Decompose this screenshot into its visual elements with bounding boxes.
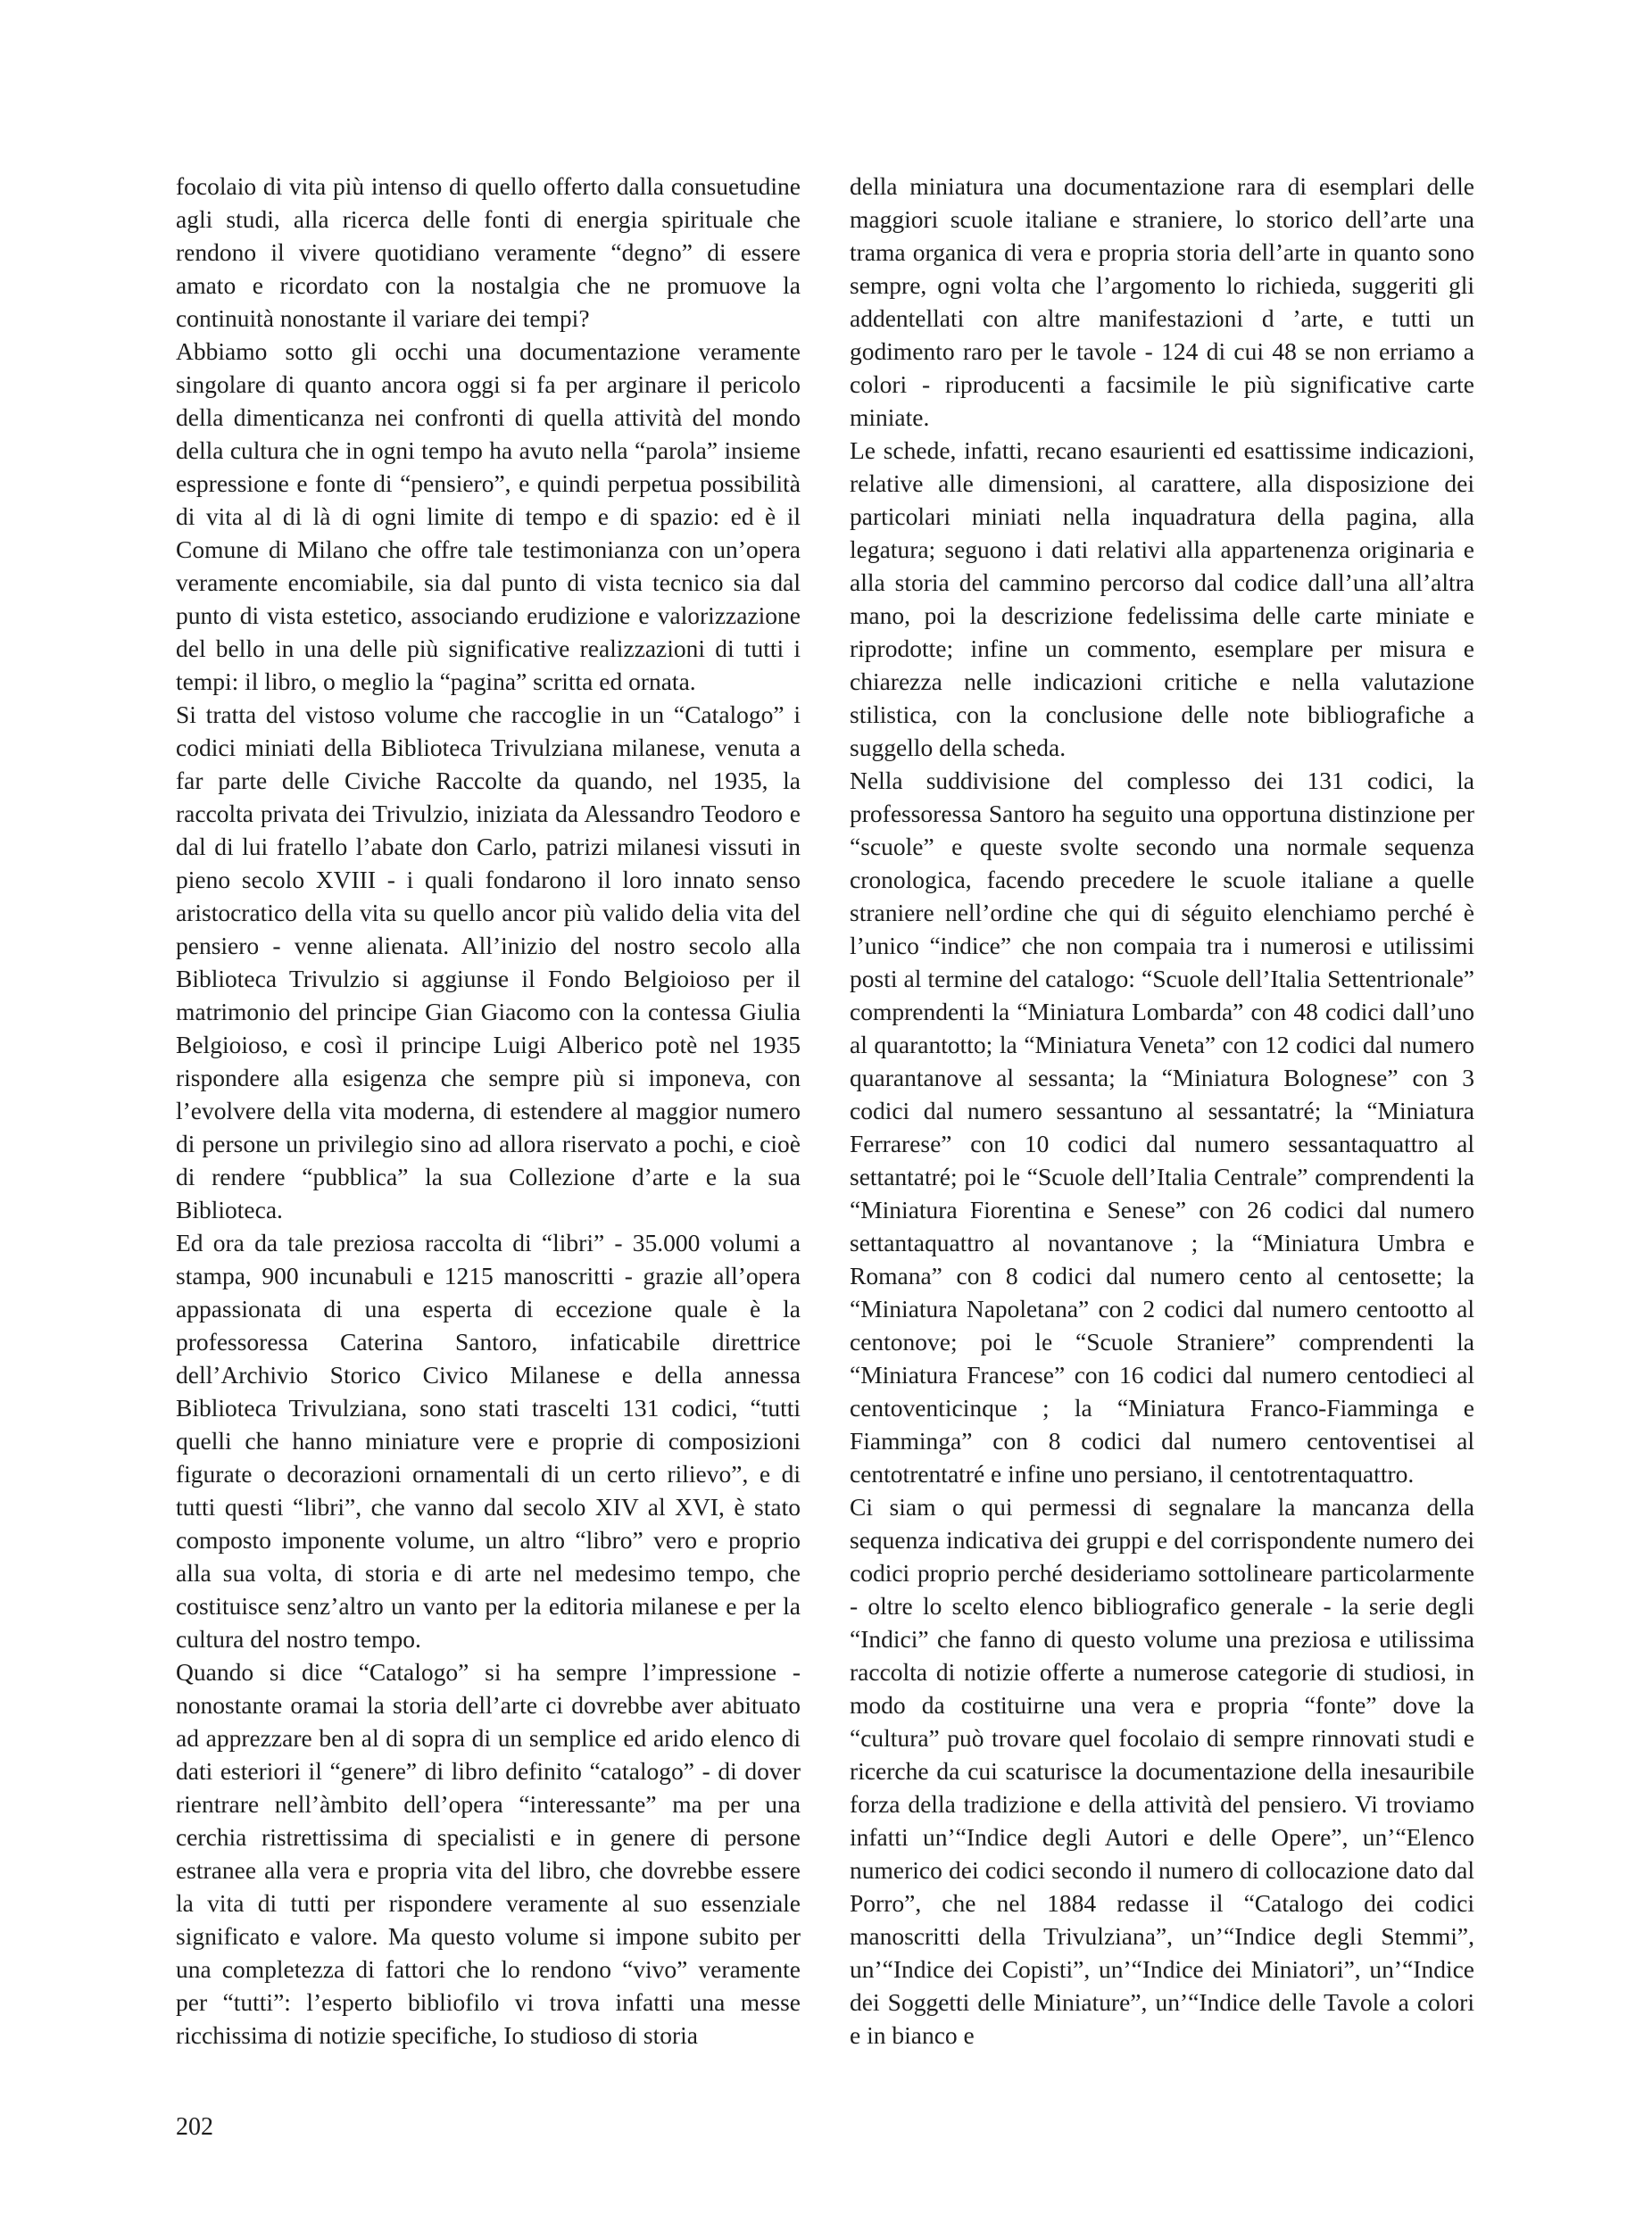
paragraph: Ci siam o qui permessi di segnalare la mancanza della sequenza indicativa dei gruppi e del corrispondente numero dei codici proprio perché desideriamo sottolineare particolarmente - oltre lo scelto elenco bibliografico generale - la serie degli “Indici” che fanno di questo volume una preziosa e utilissima raccolta di notizie offerte a numerose categorie di studiosi, in modo da costituirne una vera e propria “fonte” dove la “cultura” può trovare quel focolaio di sempre rinnovati studi e ricerche da cui scaturisce la documentazione della inesauribile forza della tradizione e della attività del pensiero. Vi troviamo infatti un’“Indice degli Autori e delle Opere”, un’“Elenco numerico dei codici secondo il numero di collocazione dato dal Porro”, che nel 1884 redasse il “Catalogo dei codici manoscritti della Trivulziana”, un’“Indice degli Stemmi”, un’“Indice dei Copisti”, un’“Indice dei Miniatori”, un’“Indice dei Soggetti delle Miniature”, un’“Indice delle Tavole a colori e in bianco e: [850, 1493, 1474, 2049]
paragraph: Quando si dice “Catalogo” si ha sempre l’impressione - nonostante oramai la storia dell’arte ci dovrebbe aver abituato ad apprezzare ben al di sopra di un semplice ed arido elenco di dati esteriori il “genere” di libro definito “catalogo” - di dover rientrare nell’àmbito dell’opera “interessante” ma per una cerchia ristrettissima di specialisti e in genere di persone estranee alla vera e propria vita del libro, che dovrebbe essere la vita di tutti per rispondere veramente al suo essenziale significato e valore. Ma questo volume si impone subito per una completezza di fattori che lo rendono “vivo” veramente per “tutti”: l’esperto bibliofilo vi trova infatti una messe ricchissima di notizie specifiche, Io studioso di storia: [176, 1658, 801, 2049]
text-column-left: [176, 170, 801, 2052]
page-number: 202: [176, 2113, 213, 2141]
paragraph: Ed ora da tale preziosa raccolta di “libri” - 35.000 volumi a stampa, 900 incunabuli e 1215 manoscritti - grazie all’opera appassionata di una esperta di eccezione quale è la professoressa Caterina Santoro, infaticabile direttrice dell’Archivio Storico Civico Milanese e della annessa Biblioteca Trivulziana, sono stati trascelti 131 codici, “tutti quelli che hanno miniature vere e proprie di composizioni figurate o decorazioni ornamentali di un certo rilievo”, e di tutti questi “libri”, che vanno dal secolo XIV al XVI, è stato composto imponente volume, un altro “libro” vero e proprio alla sua volta, di storia e di arte nel medesimo tempo, che costituisce senz’altro un vanto per la editoria milanese e per la cultura del nostro tempo.: [176, 1229, 801, 1653]
paragraph: della miniatura una documentazione rara di esemplari delle maggiori scuole italiane e straniere, lo storico dell’arte una trama organica di vera e propria storia dell’arte in quanto sono sempre, ogni volta che l’argomento lo richieda, suggeriti gli addentellati con altre manifestazioni d ’arte, e tutti un godimento raro per le tavole - 124 di cui 48 se non erriamo a colori - riproducenti a facsimile le più significative carte miniate.: [850, 172, 1474, 431]
paragraph: Si tratta del vistoso volume che raccoglie in un “Catalogo” i codici miniati della Biblioteca Trivulziana milanese, venuta a far parte delle Civiche Raccolte da quando, nel 1935, la raccolta privata dei Trivulzio, iniziata da Alessandro Teodoro e dal di lui fratello l’abate don Carlo, patrizi milanesi vissuti in pieno secolo XVIII - i quali fondarono il loro innato senso aristocratico della vita su quello ancor più valido delia vita del pensiero - venne alienata. All’inizio del nostro secolo alla Biblioteca Trivulzio si aggiunse il Fondo Belgioioso per il matrimonio del principe Gian Giacomo con la contessa Giulia Belgioioso, e così il principe Luigi Alberico potè nel 1935 rispondere alla esigenza che sempre più si imponeva, con l’evolvere della vita moderna, di estendere al maggior numero di persone un privilegio sino ad allora riservato a pochi, e cioè di rendere “pubblica” la sua Collezione d’arte e la sua Biblioteca.: [176, 701, 801, 1223]
paragraph: Abbiamo sotto gli occhi una documentazione veramente singolare di quanto ancora oggi si fa per arginare il pericolo della dimenticanza nei confronti di quella attività del mondo della cultura che in ogni tempo ha avuto nella “parola” insieme espressione e fonte di “pensiero”, e quindi perpetua possibilità di vita al di là di ogni limite di tempo e di spazio: ed è il Comune di Milano che offre tale testimonianza con un’opera veramente encomiabile, sia dal punto di vista tecnico sia dal punto di vista estetico, associando erudizione e valorizzazione del bello in una delle più significative realizzazioni di tutti i tempi: il libro, o meglio la “pagina” scritta ed ornata.: [176, 337, 801, 695]
paragraph: Nella suddivisione del complesso dei 131 codici, la professoressa Santoro ha seguito una opportuna distinzione per “scuole” e queste svolte secondo una normale sequenza cronologica, facendo precedere le scuole italiane a quelle straniere nell’ordine che qui di séguito elenchiamo perché è l’unico “indice” che non compaia tra i numerosi e utilissimi posti al termine del catalogo: “Scuole dell’Italia Settentrionale” comprendenti la “Miniatura Lombarda” con 48 codici dall’uno al quarantotto; la “Miniatura Veneta” con 12 codici dal numero quarantanove al sessanta; la “Miniatura Bolognese” con 3 codici dal numero sessantuno al sessantatré; la “Miniatura Ferrarese” con 10 codici dal numero sessantaquattro al settantatré; poi le “Scuole dell’Italia Centrale” comprendenti la “Miniatura Fiorentina e Senese” con 26 codici dal numero settantaquattro al novantanove ; la “Miniatura Umbra e Romana” con 8 codici dal numero cento al centosette; la “Miniatura Napoletana” con 2 codici dal numero centootto al centonove; poi le “Scuole Straniere” comprendenti la “Miniatura Francese” con 16 codici dal numero centodieci al centoventicinque ; la “Miniatura Franco-Fiamminga e Fiamminga” con 8 codici dal numero centoventisei al centotrentatré e infine uno persiano, il centotrentaquattro.: [850, 767, 1474, 1488]
paragraph: Le schede, infatti, recano esaurienti ed esattissime indicazioni, relative alle dimensioni, al carattere, alla disposizione dei particolari miniati nella inquadratura della pagina, alla legatura; seguono i dati relativi alla appartenenza originaria e alla storia del cammino percorso dal codice dall’una all’altra mano, poi la descrizione fedelissima delle carte miniate e riprodotte; infine un commento, esemplare per misura e chiarezza nelle indicazioni critiche e nella valutazione stilistica, con la conclusione delle note bibliografiche a suggello della scheda.: [850, 436, 1474, 761]
paragraph: focolaio di vita più intenso di quello offerto dalla consuetudine agli studi, alla ricerca delle fonti di energia spirituale che rendono il vivere quotidiano veramente “degno” di essere amato e ricordato con la nostalgia che ne promuove la continuità nonostante il variare dei tempi?: [176, 172, 801, 332]
text-column-right: [850, 170, 1474, 2052]
